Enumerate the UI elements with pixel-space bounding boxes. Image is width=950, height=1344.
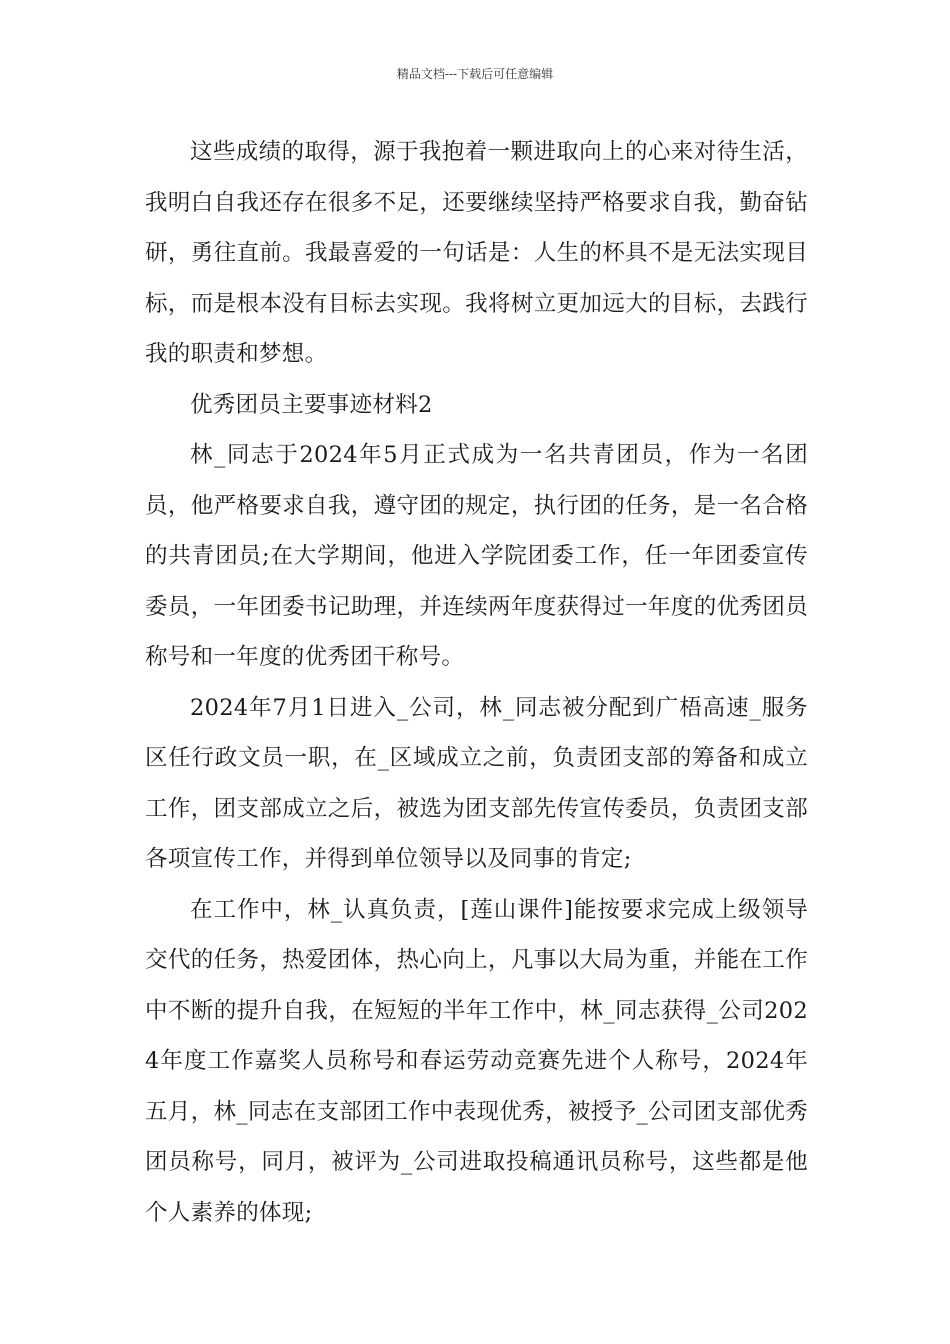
paragraph-company-joining: 2024年7月1日进入_公司，林_同志被分配到广梧高速_服务区任行政文员一职，在_区域成立之前，负责团支部的筹备和成立工作，团支部成立之后，被选为团支部先传宣传委员，负责团支部各项宣传工作，并得到单位领导以及同事的肯定; bbox=[145, 694, 808, 872]
section-title: 优秀团员主要事迹材料2 bbox=[190, 391, 433, 418]
page-header: 精品文档---下载后可任意编辑 bbox=[396, 67, 554, 81]
paragraph-work-performance: 在工作中，林_认真负责，[莲山课件]能按要求完成上级领导交代的任务，热爱团体，热心向上，凡事以大局为重，并能在工作中不断的提升自我，在短短的半年工作中，林_同志获得_公司2024年度工作嘉奖人员称号和春运劳动竞赛先进个人称号，2024年五月，林_同志在支部团工作中表现优秀，被授予_公司团支部优秀团员称号，同月，被评为_公司进取投稿通讯员称号，这些都是他个人素养的体现; bbox=[145, 896, 808, 1226]
paragraph-achievements: 这些成绩的取得，源于我抱着一颗进取向上的心来对待生活，我明白自我还存在很多不足，还要继续坚持严格要求自我，勤奋钻研，勇往直前。我最喜爱的一句话是：人生的杯具不是无法实现目标，而是根本没有目标去实现。我将树立更加远大的目标，去践行我的职责和梦想。 bbox=[145, 139, 808, 367]
paragraph-league-member: 林_同志于2024年5月正式成为一名共青团员，作为一名团员，他严格要求自我，遵守团的规定，执行团的任务，是一名合格的共青团员;在大学期间，他进入学院团委工作，任一年团委宣传委员，一年团委书记助理，并连续两年度获得过一年度的优秀团员称号和一年度的优秀团干称号。 bbox=[145, 442, 808, 670]
document-body bbox=[145, 127, 808, 1238]
